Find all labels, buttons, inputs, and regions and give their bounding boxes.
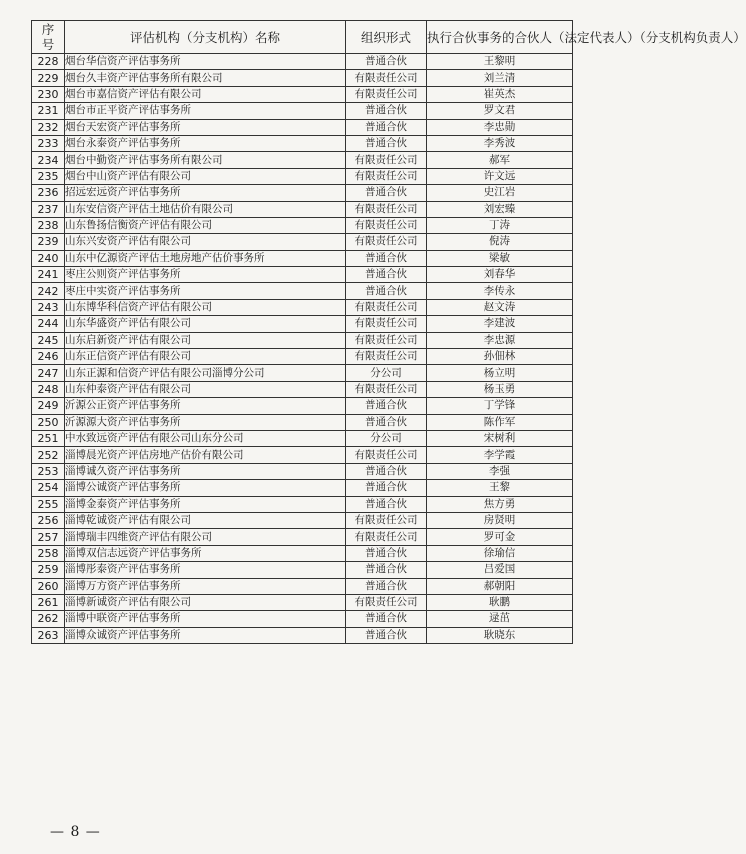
representative-cell: 李传永 [427, 283, 573, 299]
table-row [32, 267, 573, 283]
table-row [32, 545, 573, 561]
organization-form-cell: 有限责任公司 [346, 299, 427, 315]
organization-form-cell: 有限责任公司 [346, 332, 427, 348]
table-body [32, 54, 573, 644]
serial-number-cell: 235 [32, 168, 65, 184]
representative-cell: 耿鹏 [427, 594, 573, 610]
organization-form-cell: 普通合伙 [346, 135, 427, 151]
serial-number-cell: 241 [32, 267, 65, 283]
agency-name-cell: 山东正信资产评估有限公司 [65, 349, 346, 365]
organization-form-cell: 有限责任公司 [346, 594, 427, 610]
table-row [32, 185, 573, 201]
serial-number-cell: 228 [32, 54, 65, 70]
registry-table [31, 20, 746, 644]
serial-number-cell: 262 [32, 611, 65, 627]
table-row [32, 447, 573, 463]
registry-sheet [31, 20, 746, 644]
agency-name-cell: 淄博众诚资产评估事务所 [65, 627, 346, 643]
agency-name-cell: 烟台中勤资产评估事务所有限公司 [65, 152, 346, 168]
agency-name-cell: 山东兴安资产评估有限公司 [65, 234, 346, 250]
organization-form-cell: 普通合伙 [346, 463, 427, 479]
organization-form-cell: 普通合伙 [346, 545, 427, 561]
agency-name-cell: 沂源公正资产评估事务所 [65, 398, 346, 414]
serial-number-cell: 238 [32, 217, 65, 233]
table-row [32, 414, 573, 430]
agency-name-cell: 淄博彤泰资产评估事务所 [65, 562, 346, 578]
organization-form-cell: 有限责任公司 [346, 234, 427, 250]
organization-form-cell: 有限责任公司 [346, 217, 427, 233]
table-row [32, 594, 573, 610]
table-row [32, 119, 573, 135]
table-row [32, 86, 573, 102]
agency-name-cell: 淄博乾诚资产评估有限公司 [65, 512, 346, 528]
agency-name-cell: 淄博金泰资产评估事务所 [65, 496, 346, 512]
table-row [32, 349, 573, 365]
representative-cell: 陈作军 [427, 414, 573, 430]
table-row [32, 54, 573, 70]
table-row [32, 365, 573, 381]
representative-cell: 房贤明 [427, 512, 573, 528]
agency-name-cell: 淄博新诚资产评估有限公司 [65, 594, 346, 610]
table-row [32, 529, 573, 545]
organization-form-cell: 普通合伙 [346, 562, 427, 578]
representative-cell: 杨立明 [427, 365, 573, 381]
organization-form-cell: 普通合伙 [346, 414, 427, 430]
representative-cell: 刘宏臻 [427, 201, 573, 217]
serial-number-cell: 260 [32, 578, 65, 594]
serial-number-cell: 245 [32, 332, 65, 348]
serial-number-cell: 231 [32, 103, 65, 119]
table-row [32, 316, 573, 332]
representative-cell: 李建波 [427, 316, 573, 332]
representative-cell: 孙佃林 [427, 349, 573, 365]
serial-number-cell: 246 [32, 349, 65, 365]
table-row [32, 332, 573, 348]
header-agency-name: 评估机构（分支机构）名称 [65, 21, 346, 54]
organization-form-cell: 普通合伙 [346, 267, 427, 283]
table-row [32, 152, 573, 168]
representative-cell: 刘兰清 [427, 70, 573, 86]
serial-number-cell: 249 [32, 398, 65, 414]
organization-form-cell: 普通合伙 [346, 480, 427, 496]
representative-cell: 许文远 [427, 168, 573, 184]
organization-form-cell: 有限责任公司 [346, 349, 427, 365]
serial-number-cell: 240 [32, 250, 65, 266]
representative-cell: 李强 [427, 463, 573, 479]
serial-number-cell: 263 [32, 627, 65, 643]
organization-form-cell: 有限责任公司 [346, 512, 427, 528]
representative-cell: 丁涛 [427, 217, 573, 233]
representative-cell: 罗文君 [427, 103, 573, 119]
table-row [32, 234, 573, 250]
agency-name-cell: 山东鲁扬信衡资产评估有限公司 [65, 217, 346, 233]
table-row [32, 70, 573, 86]
agency-name-cell: 烟台久丰资产评估事务所有限公司 [65, 70, 346, 86]
header-representative: 执行合伙事务的合伙人（法定代表人）（分支机构负责人） [427, 21, 573, 54]
header-serial-line2: 号 [41, 37, 55, 52]
representative-cell: 李忠源 [427, 332, 573, 348]
organization-form-cell: 有限责任公司 [346, 168, 427, 184]
serial-number-cell: 248 [32, 381, 65, 397]
table-row [32, 201, 573, 217]
serial-number-cell: 229 [32, 70, 65, 86]
serial-number-cell: 247 [32, 365, 65, 381]
agency-name-cell: 淄博中联资产评估事务所 [65, 611, 346, 627]
representative-cell: 徐瑜信 [427, 545, 573, 561]
representative-cell: 吕爱国 [427, 562, 573, 578]
serial-number-cell: 244 [32, 316, 65, 332]
representative-cell: 刘春华 [427, 267, 573, 283]
organization-form-cell: 普通合伙 [346, 283, 427, 299]
organization-form-cell: 普通合伙 [346, 54, 427, 70]
table-row [32, 217, 573, 233]
serial-number-cell: 251 [32, 430, 65, 446]
representative-cell: 丁学锋 [427, 398, 573, 414]
representative-cell: 焦方勇 [427, 496, 573, 512]
table-row [32, 480, 573, 496]
serial-number-cell: 254 [32, 480, 65, 496]
serial-number-cell: 259 [32, 562, 65, 578]
agency-name-cell: 山东仲泰资产评估有限公司 [65, 381, 346, 397]
representative-cell: 郝朝阳 [427, 578, 573, 594]
header-serial-number [32, 21, 65, 54]
representative-cell: 梁敏 [427, 250, 573, 266]
agency-name-cell: 淄博瑞丰四维资产评估有限公司 [65, 529, 346, 545]
agency-name-cell: 烟台中山资产评估有限公司 [65, 168, 346, 184]
serial-number-cell: 234 [32, 152, 65, 168]
serial-number-cell: 230 [32, 86, 65, 102]
serial-number-cell: 255 [32, 496, 65, 512]
serial-number-cell: 253 [32, 463, 65, 479]
agency-name-cell: 枣庄中实资产评估事务所 [65, 283, 346, 299]
agency-name-cell: 淄博晨光资产评估房地产估价有限公司 [65, 447, 346, 463]
table-row [32, 135, 573, 151]
organization-form-cell: 有限责任公司 [346, 529, 427, 545]
representative-cell: 罗可金 [427, 529, 573, 545]
representative-cell: 逯茁 [427, 611, 573, 627]
serial-number-cell: 239 [32, 234, 65, 250]
table-row [32, 463, 573, 479]
organization-form-cell: 普通合伙 [346, 103, 427, 119]
organization-form-cell: 普通合伙 [346, 250, 427, 266]
organization-form-cell: 普通合伙 [346, 578, 427, 594]
table-row [32, 496, 573, 512]
page-number: — 8 — [50, 824, 101, 840]
table-row [32, 398, 573, 414]
serial-number-cell: 232 [32, 119, 65, 135]
agency-name-cell: 中水致远资产评估有限公司山东分公司 [65, 430, 346, 446]
serial-number-cell: 243 [32, 299, 65, 315]
organization-form-cell: 普通合伙 [346, 119, 427, 135]
agency-name-cell: 烟台天宏资产评估事务所 [65, 119, 346, 135]
representative-cell: 赵文涛 [427, 299, 573, 315]
table-header-row [32, 21, 573, 54]
representative-cell: 李忠勋 [427, 119, 573, 135]
header-serial-line1: 序 [41, 22, 55, 37]
representative-cell: 王黎明 [427, 54, 573, 70]
organization-form-cell: 分公司 [346, 365, 427, 381]
agency-name-cell: 烟台市正平资产评估事务所 [65, 103, 346, 119]
organization-form-cell: 有限责任公司 [346, 447, 427, 463]
table-row [32, 283, 573, 299]
representative-cell: 耿晓东 [427, 627, 573, 643]
table-row [32, 627, 573, 643]
organization-form-cell: 普通合伙 [346, 185, 427, 201]
representative-cell: 郝军 [427, 152, 573, 168]
serial-number-cell: 261 [32, 594, 65, 610]
table-row [32, 611, 573, 627]
agency-name-cell: 招远宏远资产评估事务所 [65, 185, 346, 201]
table-row [32, 562, 573, 578]
serial-number-cell: 250 [32, 414, 65, 430]
representative-cell: 杨玉勇 [427, 381, 573, 397]
organization-form-cell: 普通合伙 [346, 496, 427, 512]
table-row [32, 430, 573, 446]
header-organization-form: 组织形式 [346, 21, 427, 54]
serial-number-cell: 257 [32, 529, 65, 545]
representative-cell: 李学霞 [427, 447, 573, 463]
agency-name-cell: 淄博诚久资产评估事务所 [65, 463, 346, 479]
agency-name-cell: 淄博公诚资产评估事务所 [65, 480, 346, 496]
table-row [32, 250, 573, 266]
organization-form-cell: 有限责任公司 [346, 201, 427, 217]
organization-form-cell: 有限责任公司 [346, 70, 427, 86]
table-row [32, 381, 573, 397]
serial-number-cell: 258 [32, 545, 65, 561]
agency-name-cell: 山东博华科信资产评估有限公司 [65, 299, 346, 315]
table-row [32, 578, 573, 594]
representative-cell: 宋树利 [427, 430, 573, 446]
organization-form-cell: 普通合伙 [346, 398, 427, 414]
agency-name-cell: 沂源源大资产评估事务所 [65, 414, 346, 430]
agency-name-cell: 山东正源和信资产评估有限公司淄博分公司 [65, 365, 346, 381]
organization-form-cell: 普通合伙 [346, 627, 427, 643]
representative-cell: 崔英杰 [427, 86, 573, 102]
agency-name-cell: 山东华盛资产评估有限公司 [65, 316, 346, 332]
serial-number-cell: 233 [32, 135, 65, 151]
organization-form-cell: 分公司 [346, 430, 427, 446]
agency-name-cell: 烟台市嘉信资产评估有限公司 [65, 86, 346, 102]
agency-name-cell: 山东安信资产评估土地估价有限公司 [65, 201, 346, 217]
serial-number-cell: 236 [32, 185, 65, 201]
organization-form-cell: 有限责任公司 [346, 381, 427, 397]
serial-number-cell: 252 [32, 447, 65, 463]
agency-name-cell: 山东中亿源资产评估土地房地产估价事务所 [65, 250, 346, 266]
table-row [32, 103, 573, 119]
representative-cell: 王黎 [427, 480, 573, 496]
agency-name-cell: 淄博万方资产评估事务所 [65, 578, 346, 594]
table-row [32, 512, 573, 528]
representative-cell: 李秀波 [427, 135, 573, 151]
organization-form-cell: 有限责任公司 [346, 316, 427, 332]
agency-name-cell: 淄博双信志远资产评估事务所 [65, 545, 346, 561]
serial-number-cell: 242 [32, 283, 65, 299]
table-row [32, 299, 573, 315]
representative-cell: 史江岩 [427, 185, 573, 201]
table-row [32, 168, 573, 184]
agency-name-cell: 山东启新资产评估有限公司 [65, 332, 346, 348]
agency-name-cell: 烟台永泰资产评估事务所 [65, 135, 346, 151]
serial-number-cell: 256 [32, 512, 65, 528]
serial-number-cell: 237 [32, 201, 65, 217]
agency-name-cell: 烟台华信资产评估事务所 [65, 54, 346, 70]
representative-cell: 倪涛 [427, 234, 573, 250]
organization-form-cell: 普通合伙 [346, 611, 427, 627]
organization-form-cell: 有限责任公司 [346, 152, 427, 168]
agency-name-cell: 枣庄公则资产评估事务所 [65, 267, 346, 283]
organization-form-cell: 有限责任公司 [346, 86, 427, 102]
